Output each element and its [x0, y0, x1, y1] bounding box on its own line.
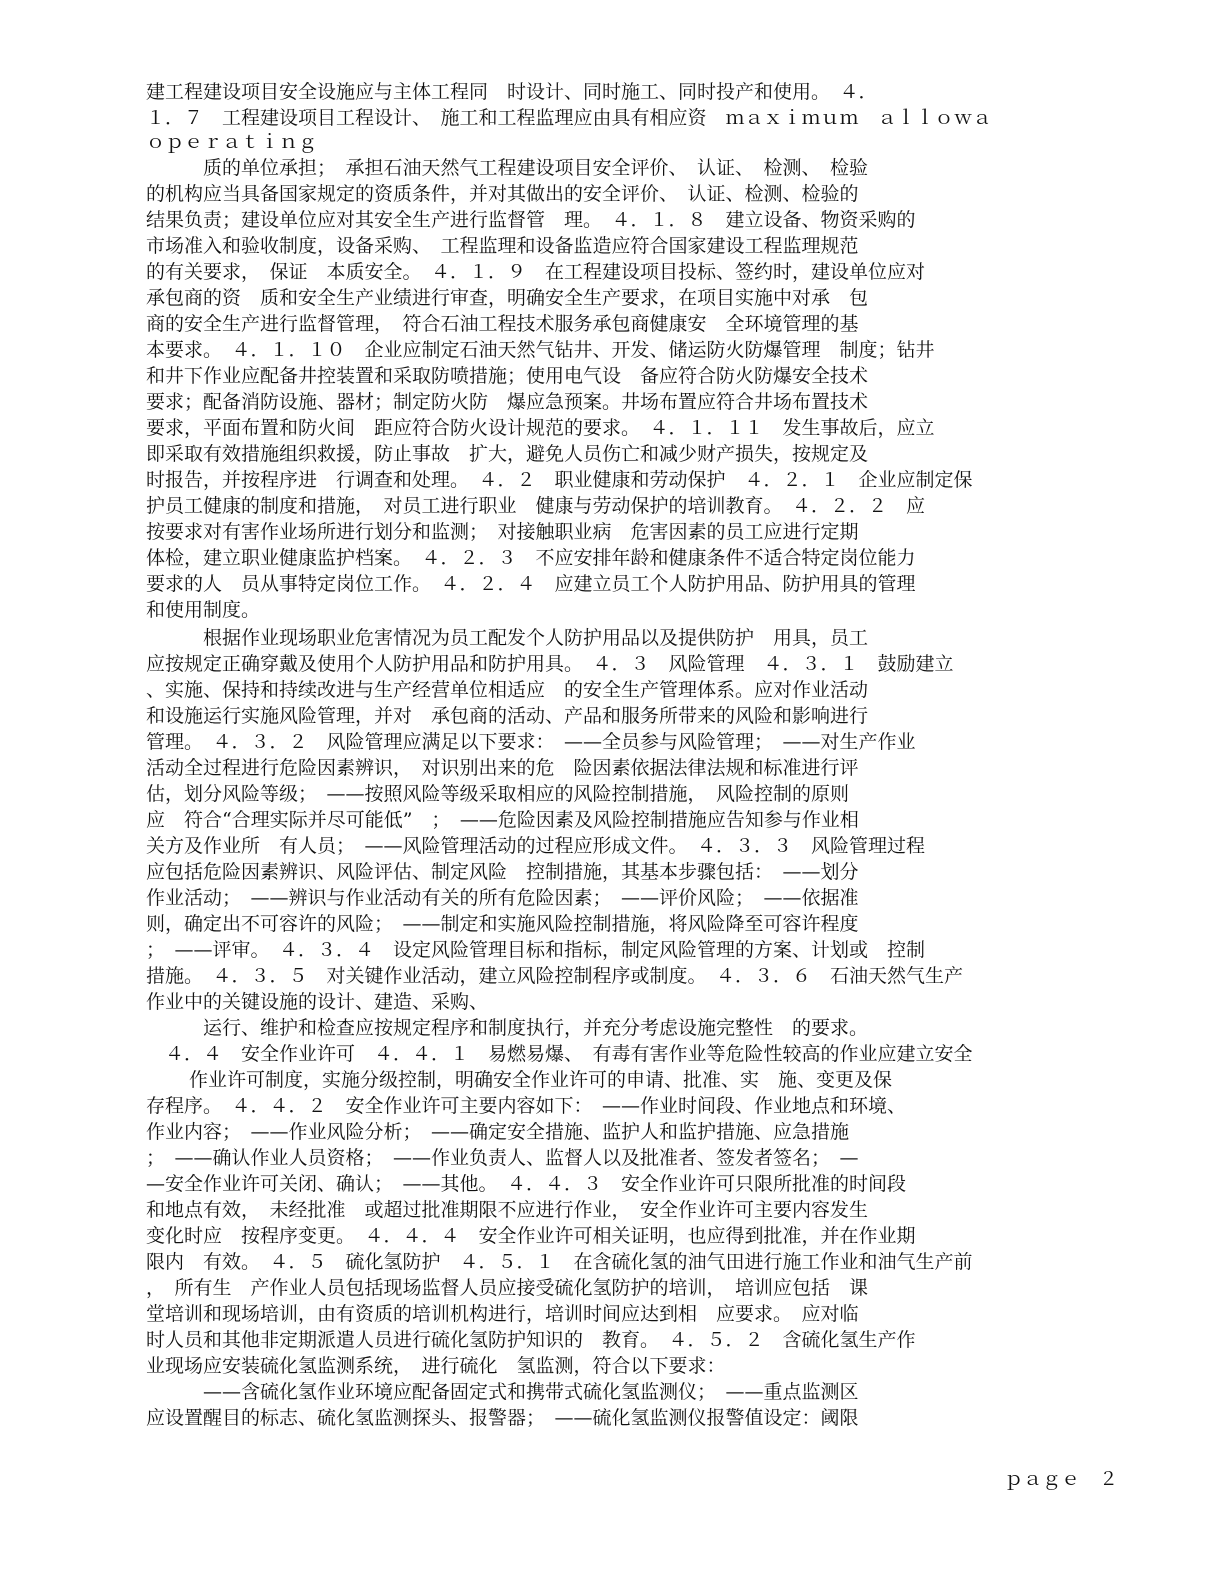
text-line: 作业许可制度，实施分级控制，明确安全作业许可的申请、批准、实 施、变更及保: [170, 1069, 893, 1091]
text-line: 要求；配备消防设施、器材；制定防火防 爆应急预案。井场布置应符合井场布置技术: [146, 391, 869, 413]
text-line: 要求的人 员从事特定岗位工作。 ４．２．４ 应建立员工个人防护用品、防护用具的管理: [146, 573, 916, 595]
text-line: 结果负责；建设单位应对其安全生产进行监督管 理。 ４．１．８ 建立设备、物资采购的: [146, 209, 916, 231]
text-line: 估，划分风险等级； ——按照风险等级采取相应的风险控制措施， 风险控制的原则: [146, 783, 850, 805]
text-line: ——含硫化氢作业环境应配备固定式和携带式硫化氢监测仪； ——重点监测区: [146, 1381, 859, 1403]
text-line: 市场准入和验收制度，设备采购、 工程监理和设备监造应符合国家建设工程监理规范: [146, 235, 859, 257]
text-line: 本要求。 ４．１．１０ 企业应制定石油天然气钻井、开发、储运防火防爆管理 制度；钻井: [146, 339, 935, 361]
text-line: 质的单位承担； 承担石油天然气工程建设项目安全评价、 认证、 检测、 检验: [146, 157, 869, 179]
text-line: ； ——确认作业人员资格； ——作业负责人、监督人以及批准者、签发者签名； —: [146, 1147, 859, 1169]
text-line: —安全作业许可关闭、确认； ——其他。 ４．４．３ 安全作业许可只限所批准的时间段: [146, 1173, 907, 1195]
text-line: 的有关要求， 保证 本质安全。 ４．１．９ 在工程建设项目投标、签约时，建设单位应对: [146, 261, 926, 283]
text-line: 和井下作业应配备井控装置和采取防喷措施；使用电气设 备应符合防火防爆安全技术: [146, 365, 869, 387]
text-line: ｏｐｅｒａｔｉｎｇ: [146, 131, 318, 153]
text-line: 商的安全生产进行监督管理， 符合石油工程技术服务承包商健康安 全环境管理的基: [146, 313, 859, 335]
text-line: 运行、维护和检查应按规定程序和制度执行，并充分考虑设施完整性 的要求。: [146, 1017, 869, 1039]
text-line: 应包括危险因素辨识、风险评估、制定风险 控制措施，其基本步骤包括： ——划分: [146, 861, 859, 883]
text-line: 根据作业现场职业危害情况为员工配发个人防护用品以及提供防护 用具，员工: [146, 627, 869, 649]
text-line: 即采取有效措施组织救援，防止事故 扩大，避免人员伤亡和减少财产损失，按规定及: [146, 443, 869, 465]
text-line: 活动全过程进行危险因素辨识， 对识别出来的危 险因素依据法律法规和标准进行评: [146, 757, 859, 779]
text-line: 要求，平面布置和防火间 距应符合防火设计规范的要求。 ４．１．１１ 发生事故后，应立: [146, 417, 935, 439]
text-line: 建工程建设项目安全设施应与主体工程同 时设计、同时施工、同时投产和使用。 ４．: [146, 81, 878, 103]
text-line: 体检，建立职业健康监护档案。 ４．２．３ 不应安排年龄和健康条件不适合特定岗位能力: [146, 547, 916, 569]
page-number: ｐａｇｅ ２: [1004, 1468, 1119, 1490]
text-line: 作业内容； ——作业风险分析； ——确定安全措施、监护人和监护措施、应急措施: [146, 1121, 850, 1143]
text-line: 、实施、保持和持续改进与生产经营单位相适应 的安全生产管理体系。应对作业活动: [146, 679, 869, 701]
text-line: 变化时应 按程序变更。 ４．４．４ 安全作业许可相关证明，也应得到批准，并在作业期: [146, 1225, 916, 1247]
text-line: ； ——评审。 ４．３．４ 设定风险管理目标和指标，制定风险管理的方案、计划或 控制: [146, 939, 926, 961]
text-line: 作业中的关键设施的设计、建造、采购、: [146, 991, 489, 1013]
text-line: ４．４ 安全作业许可 ４．４．１ 易燃易爆、 有毒有害作业等危险性较高的作业应建立安全: [146, 1043, 973, 1065]
text-line: 护员工健康的制度和措施， 对员工进行职业 健康与劳动保护的培训教育。 ４．２．２ 应: [146, 495, 926, 517]
text-line: 堂培训和现场培训，由有资质的培训机构进行，培训时间应达到相 应要求。 应对临: [146, 1303, 859, 1325]
text-line: 和地点有效， 未经批准 或超过批准期限不应进行作业， 安全作业许可主要内容发生: [146, 1199, 869, 1221]
text-line: 承包商的资 质和安全生产业绩进行审查，明确安全生产要求，在项目实施中对承 包: [146, 287, 869, 309]
text-line: 按要求对有害作业场所进行划分和监测； 对接触职业病 危害因素的员工应进行定期: [146, 521, 859, 543]
text-line: 措施。 ４．３．５ 对关键作业活动，建立风险控制程序或制度。 ４．３．６ 石油天然气生产: [146, 965, 964, 987]
text-line: 和使用制度。: [146, 599, 261, 621]
text-line: 限内 有效。 ４．５ 硫化氢防护 ４．５．１ 在含硫化氢的油气田进行施工作业和油气生产前: [146, 1251, 973, 1273]
text-line: 关方及作业所 有人员； ——风险管理活动的过程应形成文件。 ４．３．３ 风险管理过程: [146, 835, 926, 857]
text-line: 的机构应当具备国家规定的资质条件，并对其做出的安全评价、 认证、检测、检验的: [146, 183, 859, 205]
text-line: 和设施运行实施风险管理，并对 承包商的活动、产品和服务所带来的风险和影响进行: [146, 705, 869, 727]
text-line: 应 符合“合理实际并尽可能低” ； ——危险因素及风险控制措施应告知参与作业相: [146, 809, 859, 831]
text-line: 管理。 ４．３．２ 风险管理应满足以下要求： ——全员参与风险管理； ——对生产作业: [146, 731, 916, 753]
text-line: 存程序。 ４．４．２ 安全作业许可主要内容如下： ——作业时间段、作业地点和环境、: [146, 1095, 907, 1117]
text-line: １．７ 工程建设项目工程设计、 施工和工程监理应由具有相应资 ｍａｘｉｍｕｍ ａｌｌｏｗａ: [146, 107, 992, 129]
text-line: 则，确定出不可容许的风险； ——制定和实施风险控制措施，将风险降至可容许程度: [146, 913, 859, 935]
text-line: 应设置醒目的标志、硫化氢监测探头、报警器； ——硫化氢监测仪报警值设定：阈限: [146, 1407, 859, 1429]
text-line: 时报告，并按程序进 行调查和处理。 ４．２ 职业健康和劳动保护 ４．２．１ 企业应制定保: [146, 469, 973, 491]
text-line: 应按规定正确穿戴及使用个人防护用品和防护用具。 ４．３ 风险管理 ４．３．１ 鼓励建立: [146, 653, 954, 675]
text-line: 作业活动； ——辨识与作业活动有关的所有危险因素； ——评价风险； ——依据准: [146, 887, 859, 909]
text-line: 业现场应安装硫化氢监测系统， 进行硫化 氢监测，符合以下要求：: [146, 1355, 726, 1377]
text-line: ， 所有生 产作业人员包括现场监督人员应接受硫化氢防护的培训， 培训应包括 课: [146, 1277, 869, 1299]
text-line: 时人员和其他非定期派遣人员进行硫化氢防护知识的 教育。 ４．５．２ 含硫化氢生产作: [146, 1329, 916, 1351]
